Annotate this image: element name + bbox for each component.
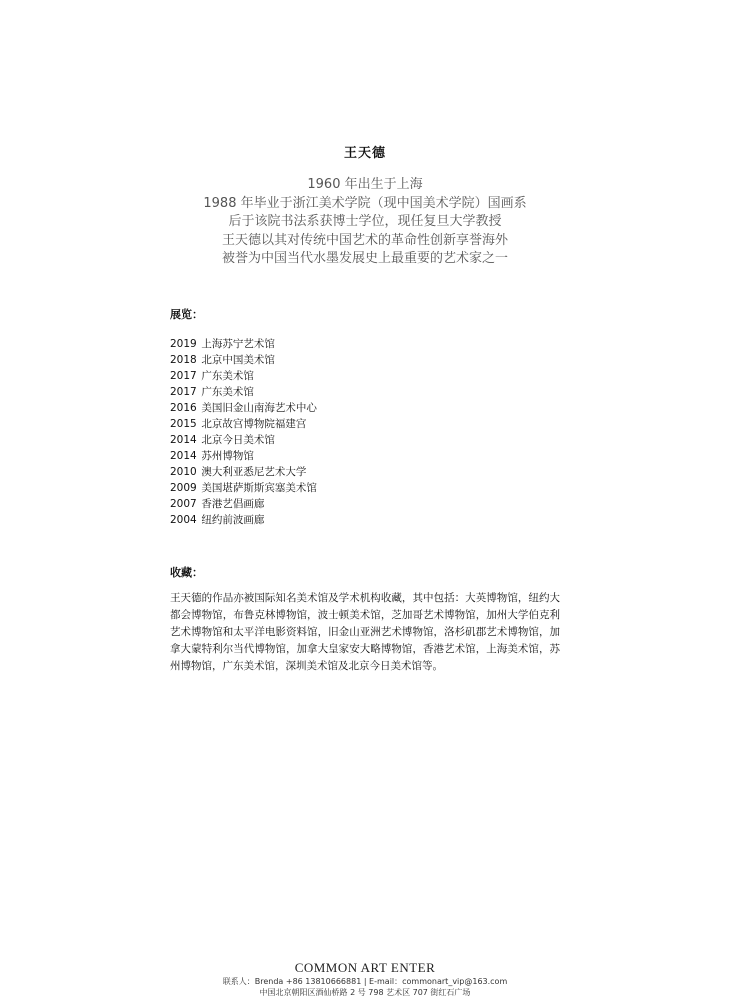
exhibition-year: 2016 xyxy=(170,402,197,414)
exhibition-item xyxy=(170,400,570,416)
bio-line: 1960 年出生于上海 xyxy=(307,177,423,192)
exhibition-year: 2007 xyxy=(170,498,197,510)
exhibition-item xyxy=(170,352,570,368)
footer-address: 中国北京朝阳区酒仙桥路 2 号 798 艺术区 707 街红石广场 xyxy=(259,988,471,997)
exhibition-venue: 美国旧金山南海艺术中心 xyxy=(201,402,317,414)
exhibition-item xyxy=(170,464,570,480)
exhibition-year: 2009 xyxy=(170,482,197,494)
exhibition-item xyxy=(170,448,570,464)
collections-heading: 收藏： xyxy=(170,566,203,579)
exhibition-item xyxy=(170,496,570,512)
exhibition-item xyxy=(170,512,570,528)
bio-line: 1988 年毕业于浙江美术学院（现中国美术学院）国画系 xyxy=(203,195,527,211)
exhibition-year: 2017 xyxy=(170,370,197,382)
exhibition-venue: 广东美术馆 xyxy=(201,386,254,398)
exhibition-venue: 美国堪萨斯斯宾塞美术馆 xyxy=(201,482,317,494)
exhibition-venue: 纽约前波画廊 xyxy=(201,514,265,526)
exhibition-venue: 苏州博物馆 xyxy=(201,450,254,462)
exhibition-year: 2010 xyxy=(170,466,197,478)
exhibition-item xyxy=(170,416,570,432)
exhibition-venue: 北京中国美术馆 xyxy=(201,354,275,366)
exhibition-item xyxy=(170,336,570,352)
exhibition-item xyxy=(170,384,570,400)
exhibition-year: 2014 xyxy=(170,450,197,462)
exhibition-venue: 上海苏宁艺术馆 xyxy=(201,338,275,350)
exhibition-year: 2015 xyxy=(170,418,197,430)
exhibition-year: 2017 xyxy=(170,386,197,398)
artist-name: 王天德 xyxy=(343,146,386,161)
bio-line: 被誉为中国当代水墨发展史上最重要的艺术家之一 xyxy=(221,251,508,266)
exhibition-year: 2019 xyxy=(170,338,197,350)
artist-bio xyxy=(0,176,730,269)
bio-line: 后于该院书法系获博士学位，现任复旦大学教授 xyxy=(228,214,502,229)
collections-paragraph: 王天德的作品亦被国际知名美术馆及学术机构收藏，其中包括：大英博物馆，纽约大都会博物馆，布鲁克林博物馆，波士顿美术馆，芝加哥艺术博物馆，加州大学伯克利艺术博物馆和太平洋电影资料馆，旧金山亚洲艺术博物馆，洛杉矶郡艺术博物馆，加拿大蒙特利尔当代博物馆，加拿大皇家安大略博物馆，香港艺术馆，上海美术馆，苏州博物馆，广东美术馆，深圳美术馆及北京今日美术馆等。 xyxy=(170,592,560,672)
bio-line: 王天德以其对传统中国艺术的革命性创新享誉海外 xyxy=(221,232,508,248)
exhibition-venue: 北京故宫博物院福建宫 xyxy=(201,418,307,430)
exhibitions-heading: 展览： xyxy=(170,308,203,321)
exhibition-venue: 北京今日美术馆 xyxy=(201,434,275,446)
footer-brand: COMMON ART ENTER xyxy=(294,960,436,975)
exhibition-venue: 广东美术馆 xyxy=(201,370,254,382)
exhibition-item xyxy=(170,432,570,448)
exhibition-item xyxy=(170,368,570,384)
exhibition-venue: 香港艺倡画廊 xyxy=(201,498,265,510)
exhibition-item xyxy=(170,480,570,496)
exhibition-year: 2004 xyxy=(170,514,197,526)
exhibition-year: 2018 xyxy=(170,354,197,366)
exhibition-year: 2014 xyxy=(170,434,197,446)
exhibition-list xyxy=(170,336,570,528)
exhibition-venue: 澳大利亚悉尼艺术大学 xyxy=(201,466,307,478)
footer-contact: 联系人：Brenda +86 13810666881 | E-mail：commonart_vip@163.com xyxy=(222,977,508,986)
